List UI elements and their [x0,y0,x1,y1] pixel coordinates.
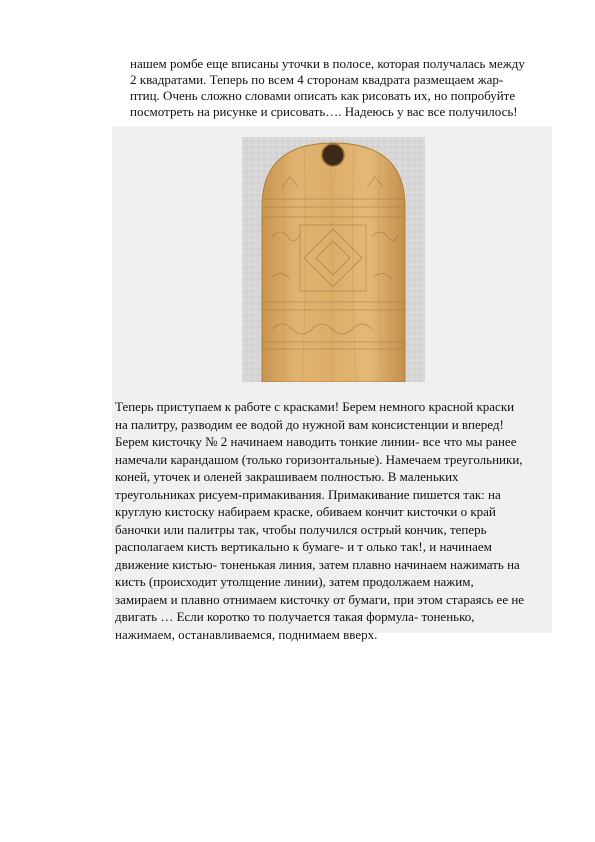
paragraph-line: круглую кистоску набираем краске, обиваем кончит кисточки о край [115,504,496,519]
paragraph-line: Берем кисточку № 2 начинаем наводить тонкие линии- все что мы ранее [115,434,517,449]
paragraph-line: посмотреть на рисунке и срисовать…. Надеюсь у вас все получилось! [130,104,518,119]
paragraph-line: нашем ромбе еще вписаны уточки в полосе, которая получалась между [130,56,525,71]
paragraph-line: птиц. Очень сложно словами описать как рисовать их, но попробуйте [130,88,516,103]
paragraph-line: треугольниках рисуем-примакивания. Примакивание пишется так: на [115,486,501,502]
paragraph-line: коней, уточек и оленей закрашиваем полностью. В маленьких [115,469,459,484]
paragraph-line: Теперь приступаем к работе с красками! Берем немного красной краски [115,399,515,414]
paragraph-line: на палитру, разводим ее водой до нужной вам консистенции и вперед! [115,416,504,432]
paragraph-intro [130,56,550,120]
paragraph-line: кисть (происходит утолщение линии), затем продолжаем нажим, [115,574,474,589]
paragraph-line: нажимаем, останавливаемся, поднимаем вверх. [115,626,378,642]
board-hang-hole [322,144,344,166]
board-shape [262,143,405,382]
cutting-board-photo [242,137,425,382]
paragraph-line: 2 квадратами. Теперь по всем 4 сторонам квадрата размещаем жар- [130,72,504,87]
paragraph-line: движение кистью- тоненькая линия, затем плавно начинаем нажимать на [115,556,520,572]
paragraph-line: баночки или палитры так, чтобы получился острый кончик, теперь [115,521,487,537]
paragraph-line: намечали карандашом (только горизонтальные). Намечаем треугольники, [115,451,523,467]
paragraph-line: двигать … Если коротко то получается такая формула- тоненько, [115,609,475,624]
paragraph-painting [115,398,555,643]
paragraph-line: замираем и плавно отнимаем кисточку от бумаги, при этом стараясь ее не [115,591,525,607]
paragraph-line: располагаем кисть вертикально к бумаге- и т олько так!, и начинаем [115,539,492,554]
